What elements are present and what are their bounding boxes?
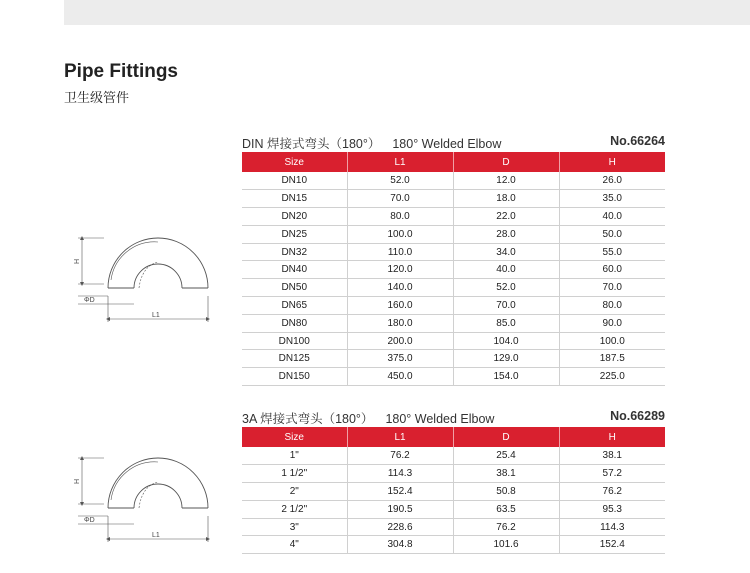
section-title-cn: 3A 焊接式弯头（180°）	[242, 412, 374, 426]
table-cell-h: 114.3	[559, 518, 665, 536]
table-cell-size: DN25	[242, 225, 347, 243]
table-cell-size: DN15	[242, 190, 347, 208]
table-cell-d: 52.0	[453, 279, 559, 297]
top-banner	[64, 0, 750, 25]
table-cell-size: DN150	[242, 368, 347, 386]
table-header-row	[242, 427, 665, 447]
table-cell-d: 38.1	[453, 465, 559, 483]
product-number: No.66289	[610, 409, 665, 423]
table-cell-l1: 152.4	[347, 483, 453, 501]
table-cell-d: 18.0	[453, 190, 559, 208]
table-cell-d: 85.0	[453, 314, 559, 332]
table-row	[242, 350, 665, 368]
table-row	[242, 483, 665, 501]
table-cell-h: 187.5	[559, 350, 665, 368]
table-cell-d: 28.0	[453, 225, 559, 243]
column-header-l1: L1	[347, 152, 453, 172]
table-cell-d: 104.0	[453, 332, 559, 350]
table-cell-h: 40.0	[559, 208, 665, 226]
table-cell-d: 34.0	[453, 243, 559, 261]
table-cell-h: 152.4	[559, 536, 665, 554]
table-cell-size: DN80	[242, 314, 347, 332]
table-cell-size: 4"	[242, 536, 347, 554]
column-header-size: Size	[242, 427, 347, 447]
dimension-d-label: ΦD	[84, 517, 95, 524]
table-cell-size: DN10	[242, 172, 347, 190]
table-cell-h: 35.0	[559, 190, 665, 208]
spec-table	[242, 152, 665, 386]
spec-table	[242, 427, 665, 554]
table-cell-l1: 450.0	[347, 368, 453, 386]
table-cell-h: 90.0	[559, 314, 665, 332]
table-row	[242, 297, 665, 315]
dimension-h-label: H	[74, 478, 81, 484]
elbow-diagram-3a	[70, 438, 230, 548]
table-cell-l1: 228.6	[347, 518, 453, 536]
table-cell-d: 70.0	[453, 297, 559, 315]
table-cell-h: 95.3	[559, 500, 665, 518]
table-cell-l1: 160.0	[347, 297, 453, 315]
table-row	[242, 368, 665, 386]
dimension-l1-label: L1	[152, 532, 160, 539]
table-cell-l1: 190.5	[347, 500, 453, 518]
table-cell-d: 50.8	[453, 483, 559, 501]
table-cell-h: 38.1	[559, 447, 665, 465]
dimension-l1-label: L1	[152, 312, 160, 319]
table-cell-l1: 120.0	[347, 261, 453, 279]
elbow-diagram-din	[70, 218, 230, 328]
table-cell-h: 55.0	[559, 243, 665, 261]
table-header-row	[242, 152, 665, 172]
table-cell-d: 129.0	[453, 350, 559, 368]
table-row	[242, 332, 665, 350]
table-cell-size: DN100	[242, 332, 347, 350]
3a-elbow-section	[242, 407, 665, 554]
table-cell-d: 154.0	[453, 368, 559, 386]
table-row	[242, 225, 665, 243]
section-title-cn: DIN 焊接式弯头（180°）	[242, 137, 381, 151]
table-cell-h: 50.0	[559, 225, 665, 243]
table-cell-l1: 114.3	[347, 465, 453, 483]
table-cell-size: 1 1/2"	[242, 465, 347, 483]
table-cell-size: 3"	[242, 518, 347, 536]
table-cell-h: 70.0	[559, 279, 665, 297]
table-row	[242, 261, 665, 279]
table-cell-d: 76.2	[453, 518, 559, 536]
table-cell-l1: 140.0	[347, 279, 453, 297]
table-row	[242, 536, 665, 554]
table-cell-size: 2"	[242, 483, 347, 501]
table-cell-l1: 180.0	[347, 314, 453, 332]
section-title-en: 180° Welded Elbow	[385, 412, 495, 426]
table-row	[242, 447, 665, 465]
table-cell-l1: 52.0	[347, 172, 453, 190]
section-title-en: 180° Welded Elbow	[392, 137, 502, 151]
section-header	[242, 407, 665, 427]
table-cell-h: 100.0	[559, 332, 665, 350]
table-cell-d: 40.0	[453, 261, 559, 279]
table-cell-d: 12.0	[453, 172, 559, 190]
table-cell-l1: 304.8	[347, 536, 453, 554]
table-row	[242, 208, 665, 226]
table-cell-size: DN20	[242, 208, 347, 226]
table-cell-size: DN32	[242, 243, 347, 261]
table-cell-d: 22.0	[453, 208, 559, 226]
product-number: No.66264	[610, 134, 665, 148]
column-header-size: Size	[242, 152, 347, 172]
table-row	[242, 243, 665, 261]
table-cell-l1: 80.0	[347, 208, 453, 226]
table-cell-h: 225.0	[559, 368, 665, 386]
table-row	[242, 314, 665, 332]
table-cell-l1: 375.0	[347, 350, 453, 368]
table-cell-d: 63.5	[453, 500, 559, 518]
table-row	[242, 172, 665, 190]
table-cell-d: 25.4	[453, 447, 559, 465]
dimension-h-label: H	[74, 258, 81, 264]
table-row	[242, 500, 665, 518]
column-header-l1: L1	[347, 427, 453, 447]
table-cell-h: 60.0	[559, 261, 665, 279]
table-cell-h: 76.2	[559, 483, 665, 501]
dimension-d-label: ΦD	[84, 297, 95, 304]
table-cell-size: DN125	[242, 350, 347, 368]
table-cell-l1: 200.0	[347, 332, 453, 350]
table-cell-h: 80.0	[559, 297, 665, 315]
table-cell-h: 26.0	[559, 172, 665, 190]
page-subtitle: 卫生级管件	[64, 90, 130, 105]
table-cell-h: 57.2	[559, 465, 665, 483]
table-cell-l1: 76.2	[347, 447, 453, 465]
column-header-d: D	[453, 427, 559, 447]
table-cell-size: DN65	[242, 297, 347, 315]
column-header-h: H	[559, 427, 665, 447]
table-cell-size: 2 1/2"	[242, 500, 347, 518]
table-cell-l1: 70.0	[347, 190, 453, 208]
column-header-h: H	[559, 152, 665, 172]
din-elbow-section	[242, 132, 665, 386]
table-cell-l1: 100.0	[347, 225, 453, 243]
table-cell-size: DN40	[242, 261, 347, 279]
page-title: Pipe Fittings	[64, 61, 178, 82]
table-row	[242, 190, 665, 208]
table-row	[242, 465, 665, 483]
table-row	[242, 518, 665, 536]
table-cell-size: DN50	[242, 279, 347, 297]
table-cell-size: 1"	[242, 447, 347, 465]
column-header-d: D	[453, 152, 559, 172]
table-row	[242, 279, 665, 297]
section-header	[242, 132, 665, 152]
table-cell-d: 101.6	[453, 536, 559, 554]
table-cell-l1: 110.0	[347, 243, 453, 261]
